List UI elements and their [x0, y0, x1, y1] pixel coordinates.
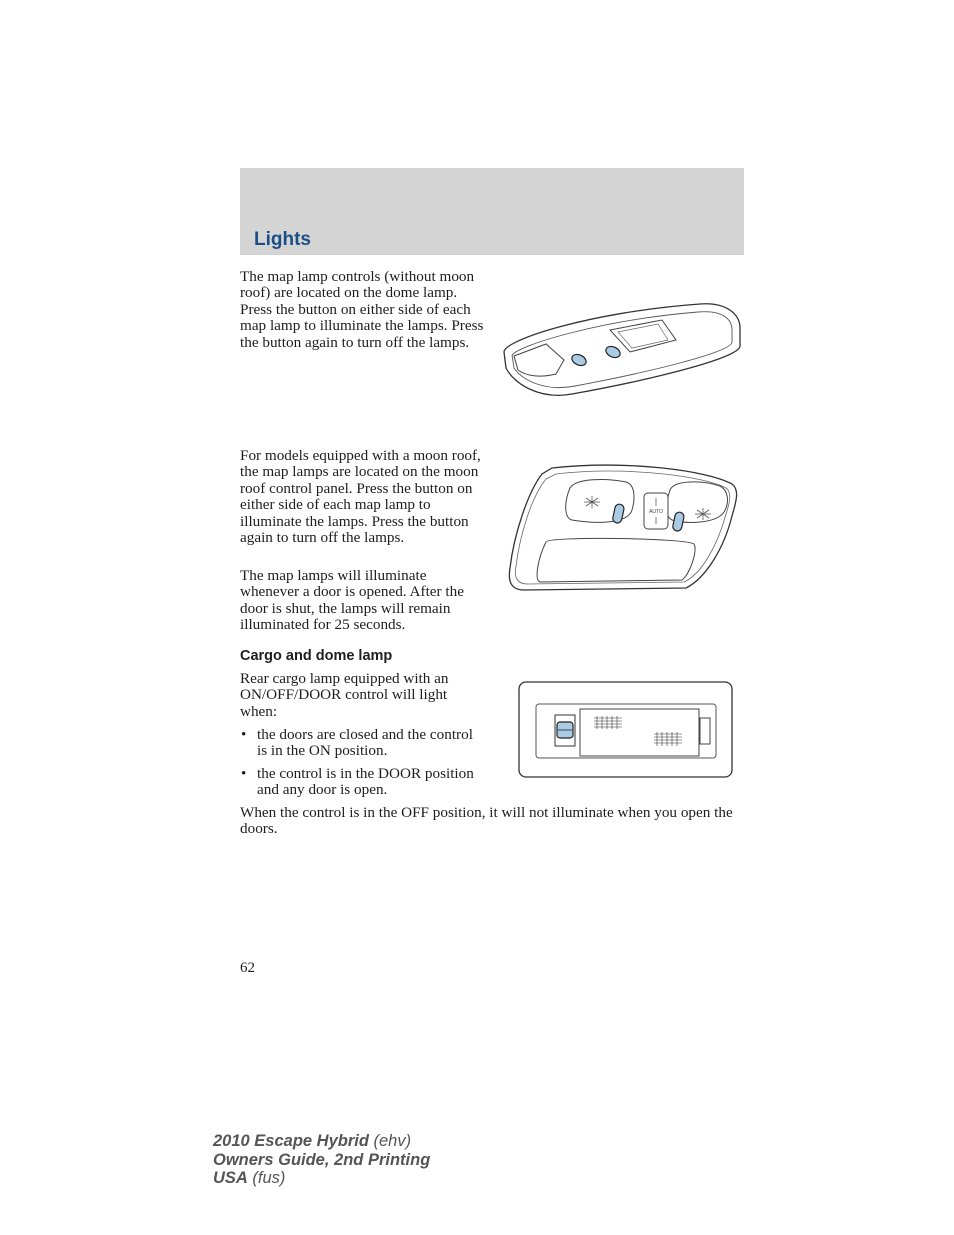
- page-number: 62: [240, 960, 255, 976]
- map-lamp-right-glyph: [695, 508, 711, 520]
- bullet-glyph: •: [241, 764, 247, 782]
- moon-roof-paragraph: For models equipped with a moon roof, the map lamps are located on the moon roof control panel. Press the button on either side of each map lamp to illuminate the lamps. Press the button again to turn off the lamps.: [240, 447, 481, 547]
- footer-model-code: (ehv): [368, 1132, 412, 1150]
- auto-label: AUTO: [649, 509, 663, 515]
- bullet-text: the doors are closed and the control is in the ON position.: [257, 726, 473, 760]
- cargo-intro-paragraph: Rear cargo lamp equipped with an ON/OFF/DOOR control will light when:: [240, 670, 449, 720]
- footer-model: 2010 Escape Hybrid: [213, 1132, 369, 1150]
- bullet-glyph: •: [241, 726, 247, 743]
- bullet-text: the control is in the DOOR position and any door is open.: [257, 764, 474, 799]
- map-lamp-left-glyph: [584, 496, 600, 508]
- cargo-conditions-list: [240, 727, 480, 805]
- footer-guide-edition: Owners Guide, 2nd Printing: [213, 1150, 431, 1169]
- section-title: Lights: [254, 229, 311, 250]
- cargo-lamp-illustration: [518, 680, 734, 780]
- map-lamp-door-paragraph: The map lamps will illuminate whenever a door is opened. After the door is shut, the lamps will remain illuminated for 25 seconds.: [240, 567, 464, 634]
- list-item: [240, 727, 480, 760]
- footer-market: USA: [213, 1169, 248, 1187]
- list-item: [240, 766, 480, 799]
- section-header-band: [240, 168, 744, 255]
- footer-market-code: (fus): [247, 1169, 286, 1187]
- map-lamp-paragraph: The map lamp controls (without moon roof) are located on the dome lamp. Press the button on either side of each map lamp to illuminate the lamps. Press the button again to turn off the lamps.: [240, 268, 484, 351]
- dome-lamp-illustration: [500, 300, 746, 400]
- cargo-section-heading: Cargo and dome lamp: [240, 648, 393, 664]
- moon-roof-panel-illustration: [506, 462, 742, 592]
- document-footer: [213, 1132, 430, 1188]
- cargo-closing-paragraph: When the control is in the OFF position, it will not illuminate when you open the doors.: [240, 804, 733, 838]
